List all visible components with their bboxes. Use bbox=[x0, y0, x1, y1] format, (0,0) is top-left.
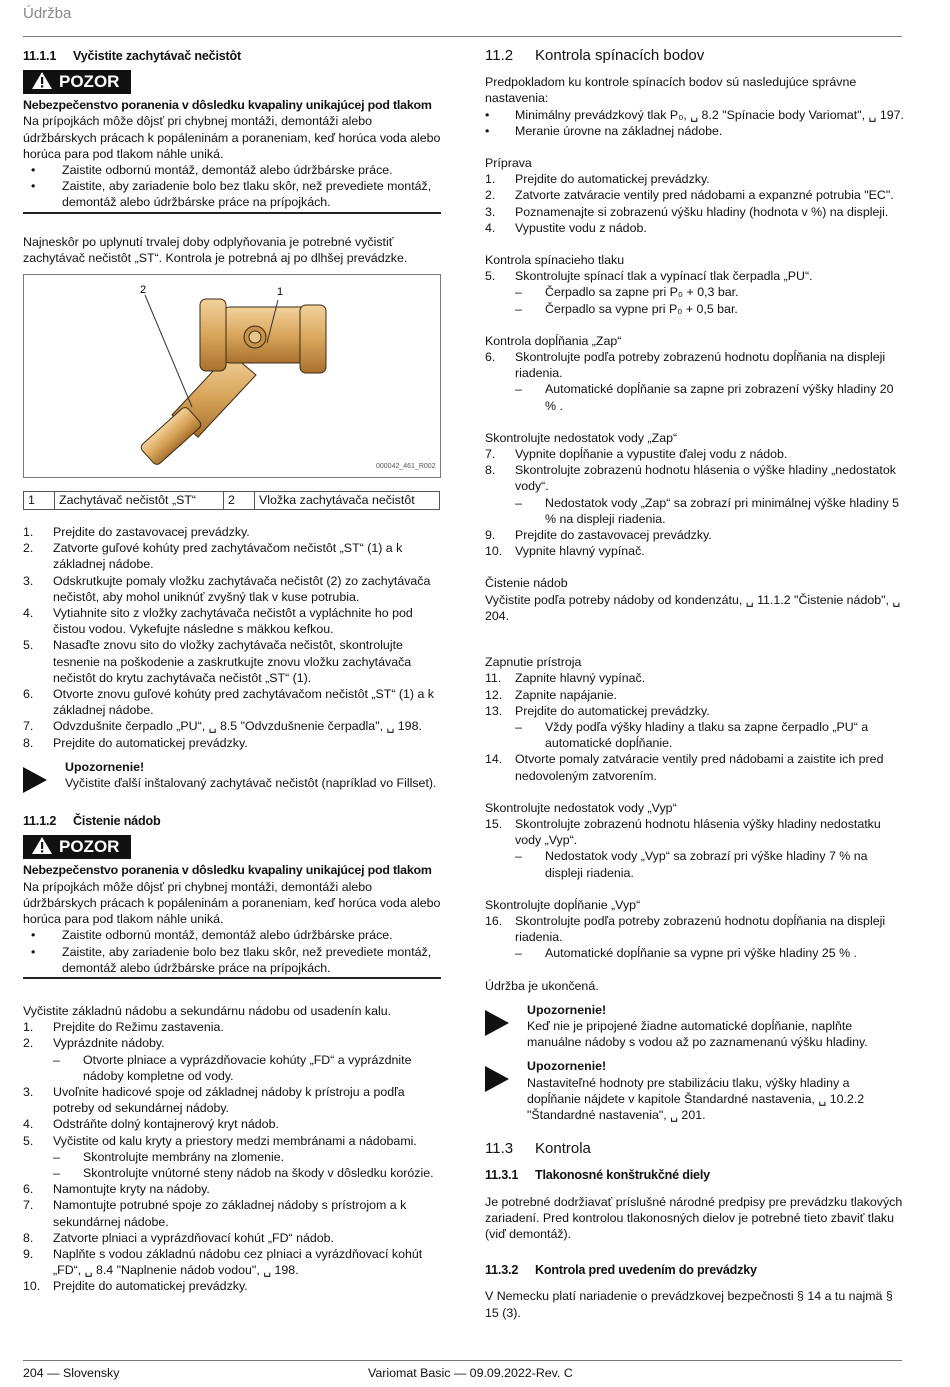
section-text: V Nemecku platí nariadenie o prevádzkovej bezpečnosti § 14 a tu najmä § 15 (3). bbox=[485, 1289, 893, 1320]
dash-marker: – bbox=[515, 495, 522, 510]
group-heading: Kontrola spínacieho tlaku bbox=[485, 253, 625, 268]
warning-bullet: • Zaistite odbornú montáž, demontáž alebo údržbárske práce. bbox=[31, 163, 393, 178]
warning-title: Nebezpečenstvo poranenia v dôsledku kvapaliny unikajúcej pod tlakom bbox=[23, 98, 432, 113]
list-item bbox=[23, 1230, 441, 1246]
list-text: Skontrolujte podľa potreby zobrazenú hodnotu dopĺňania na displeji riadenia. bbox=[515, 913, 886, 945]
dash-marker: – bbox=[53, 1165, 60, 1180]
sub-list-item bbox=[485, 719, 905, 751]
dirt-trap-figure bbox=[23, 274, 441, 478]
list-number: 4. bbox=[23, 1117, 34, 1132]
group-heading: Skontrolujte dopĺňanie „Vyp“ bbox=[485, 897, 641, 912]
dirt-trap-illustration bbox=[24, 275, 440, 475]
list-item bbox=[23, 1197, 441, 1229]
list-text: Uvoľnite hadicové spoje od základnej nádoby k prístroju a podľa potreby od sekundárnej nádoby. bbox=[53, 1084, 405, 1116]
list-text: Skontrolujte spínací tlak a vypínací tlak čerpadla „PU“. bbox=[515, 269, 813, 284]
list-number: 8. bbox=[485, 463, 496, 478]
footer-divider bbox=[23, 1360, 902, 1361]
list-item bbox=[485, 349, 905, 381]
list-number: 10. bbox=[485, 544, 503, 559]
note-text: Nastaviteľné hodnoty pre stabilizáciu tlaku, výšky hladiny a dopĺňanie nájdete v kapitole Štandardné nastavenia, ␣ 10.2.2 "Štandardné nastavenia", ␣ 201. bbox=[527, 1075, 865, 1122]
check-groups-2 bbox=[485, 638, 905, 961]
list-item: 8. Prejdite do automatickej prevádzky. bbox=[23, 735, 248, 750]
list-text: Zatvorte zatváracie ventily pred nádobami a expanzné potrubia "EC". bbox=[515, 188, 894, 203]
section-11-3-heading: 11.3 Kontrola bbox=[485, 1140, 591, 1158]
sub-list-text: Čerpadlo sa zapne pri P₀ + 0,3 bar. bbox=[545, 285, 739, 300]
list-item bbox=[485, 670, 905, 686]
section-11-3-2-heading: 11.3.2 Kontrola pred uvedením do prevádzky bbox=[485, 1263, 757, 1278]
list-item bbox=[23, 1019, 441, 1035]
list-text: Skontrolujte podľa potreby zobrazenú hodnotu dopĺňania na displeji riadenia. bbox=[515, 350, 886, 381]
list-text: Otvorte pomaly zatváracie ventily pred nádobami a zaistite ich pred nedovoleným zatvorením. bbox=[515, 752, 884, 783]
sub-list-item bbox=[23, 1165, 441, 1181]
sub-list-text: Automatické dopĺňanie sa vypne pri výške hladiny 25 % . bbox=[545, 946, 858, 961]
list-number: 16. bbox=[485, 913, 503, 928]
list-text: Skontrolujte zobrazenú hodnotu hlásenia o výške hladiny „nedostatok vody“. bbox=[515, 463, 896, 494]
cleaning-heading: Čistenie nádob bbox=[485, 576, 568, 591]
list-item: 1. Prejdite do zastavovacej prevádzky. bbox=[23, 525, 250, 540]
dash-marker: – bbox=[53, 1149, 60, 1164]
list-item bbox=[485, 703, 905, 719]
list-number: 14. bbox=[485, 752, 503, 767]
list-number: 10. bbox=[23, 1279, 41, 1294]
group-steps bbox=[485, 268, 905, 317]
warning-bullet: • Zaistite, aby zariadenie bolo bez tlaku skôr, než prevediete montáž, demontáž alebo údržbárske práce na prípojkách. bbox=[31, 944, 432, 975]
steps-list-1111 bbox=[23, 524, 441, 751]
figure-code: 000042_461_R002 bbox=[376, 463, 436, 471]
sub-list-item bbox=[23, 1149, 441, 1165]
warning-bullet: • Zaistite odbornú montáž, demontáž alebo údržbárske práce. bbox=[31, 928, 393, 943]
list-text: Zapnite napájanie. bbox=[515, 687, 617, 702]
spacer bbox=[485, 414, 905, 430]
dash-marker: – bbox=[515, 382, 522, 397]
list-item bbox=[485, 543, 905, 559]
sub-list-text: Automatické dopĺňanie sa zapne pri zobrazení výšky hladiny 20 % . bbox=[545, 382, 894, 413]
dash-marker: – bbox=[515, 301, 522, 316]
list-item bbox=[485, 187, 905, 203]
list-number: 15. bbox=[485, 816, 503, 831]
dash-marker: – bbox=[53, 1052, 60, 1067]
list-item bbox=[485, 687, 905, 703]
sub-list-text: Skontrolujte membrány na zlomenie. bbox=[83, 1149, 285, 1164]
list-item bbox=[23, 1084, 441, 1116]
left-column bbox=[23, 48, 441, 1295]
list-number: 5. bbox=[23, 1133, 34, 1148]
list-item bbox=[485, 268, 905, 284]
note-title: Upozornenie! bbox=[527, 1059, 607, 1074]
list-number: 1. bbox=[485, 172, 496, 187]
footer-page-language: 204 — Slovensky bbox=[23, 1366, 120, 1380]
dash-marker: – bbox=[515, 719, 522, 734]
list-text: Namontujte potrubné spoje zo základnej nádoby s prístrojom a k sekundárnej nádobe. bbox=[53, 1198, 407, 1229]
list-text: Zapnite hlavný vypínač. bbox=[515, 671, 646, 686]
list-item: 3. Odskrutkujte pomaly vložku zachytávača nečistôt (2) zo zachytávača nečistôt, aby mohol uniknúť zvyšný tlak v kuse potrubia. bbox=[23, 573, 431, 604]
list-number: 7. bbox=[485, 447, 496, 462]
right-column bbox=[485, 48, 905, 1321]
list-item bbox=[23, 1116, 441, 1132]
group-steps bbox=[485, 816, 905, 881]
sub-list-text: Skontrolujte vnútorné steny nádob na škody v dôsledku korózie. bbox=[83, 1165, 434, 1180]
list-item bbox=[485, 913, 905, 945]
note-title: Upozornenie! bbox=[527, 1002, 607, 1017]
list-item bbox=[23, 1181, 441, 1197]
note-right-1 bbox=[485, 1002, 905, 1051]
list-number: 3. bbox=[23, 1084, 34, 1099]
sub-list-text: Otvorte plniace a vyprázdňovacie kohúty „FD“ a vyprázdnite nádoby kompletne od vody. bbox=[83, 1052, 412, 1083]
list-number: 7. bbox=[23, 1198, 34, 1213]
steps-list-1112 bbox=[23, 1019, 441, 1294]
note-title: Upozornenie! bbox=[65, 759, 145, 774]
list-number: 2. bbox=[485, 188, 496, 203]
list-number: 9. bbox=[23, 1246, 34, 1261]
cleaning-text: Vyčistite podľa potreby nádoby od kondenzátu, ␣ 11.1.2 "Čistenie nádob", ␣ 204. bbox=[485, 592, 901, 623]
sub-list-item bbox=[485, 945, 905, 961]
list-text: Vyprázdnite nádoby. bbox=[53, 1036, 165, 1051]
list-item: 7. Odvzdušnite čerpadlo „PU“, ␣ 8.5 "Odvzdušnenie čerpadla", ␣ 198. bbox=[23, 719, 422, 734]
list-text: Prejdite do automatickej prevádzky. bbox=[515, 703, 710, 718]
section-intro: Predpokladom ku kontrole spínacích bodov sú nasledujúce správne nastavenia: bbox=[485, 75, 857, 106]
spacer bbox=[485, 881, 905, 897]
list-item bbox=[485, 204, 905, 220]
list-item bbox=[485, 220, 905, 236]
list-item bbox=[485, 816, 905, 848]
note-1111 bbox=[23, 759, 441, 791]
list-number: 13. bbox=[485, 703, 503, 718]
sub-list-text: Nedostatok vody „Zap“ sa zobrazí pri minimálnej výške hladiny 5 % na displeji riadenia. bbox=[545, 495, 899, 526]
list-text: Vypnite dopĺňanie a vypustite ďalej vodu z nádob. bbox=[515, 447, 788, 462]
list-number: 9. bbox=[485, 528, 496, 543]
figure-callout-2: 2 bbox=[140, 284, 147, 297]
list-item bbox=[485, 171, 905, 187]
list-item bbox=[485, 462, 905, 494]
list-number: 3. bbox=[485, 204, 496, 219]
list-number: 12. bbox=[485, 687, 503, 702]
list-text: Prejdite do automatickej prevádzky. bbox=[53, 1279, 248, 1294]
group-steps bbox=[485, 670, 905, 783]
section-intro: Vyčistite základnú nádobu a sekundárnu nádobu od usadenín kalu. bbox=[23, 1003, 392, 1018]
note-text: Keď nie je pripojené žiadne automatické dopĺňanie, naplňte manuálne nádoby s vodou až po zaznamenanú výšku hladiny. bbox=[527, 1018, 868, 1050]
list-number: 4. bbox=[485, 220, 496, 235]
note-play-icon bbox=[485, 1010, 509, 1036]
dash-marker: – bbox=[515, 849, 522, 864]
warning-bullet: • Zaistite, aby zariadenie bolo bez tlaku skôr, než prevediete montáž, demontáž alebo údržbárske práce na prípojkách. bbox=[31, 179, 432, 210]
list-text: Prejdite do zastavovacej prevádzky. bbox=[515, 528, 712, 543]
figure-legend-table bbox=[23, 491, 440, 510]
list-item bbox=[23, 1035, 441, 1051]
maintenance-done: Údržba je ukončená. bbox=[485, 978, 599, 993]
list-item: • Meranie úrovne na základnej nádobe. bbox=[485, 123, 723, 138]
figure-callout-1: 1 bbox=[277, 286, 284, 299]
group-steps bbox=[485, 446, 905, 559]
list-item: 4. Vytiahnite sito z vložky zachytávača nečistôt a vypláchnite ho pod čistou vodou. Vykefujte následne s mäkkou kefkou. bbox=[23, 606, 413, 637]
dash-marker: – bbox=[515, 285, 522, 300]
list-item: 2. Zatvorte guľové kohúty pred zachytávačom nečistôt „ST“ (1) a k základnej nádobe. bbox=[23, 541, 403, 572]
section-11-1-2-heading: 11.1.2 Čistenie nádob bbox=[23, 814, 161, 829]
list-item: 5. Nasaďte znovu sito do vložky zachytávača nečistôt, skontrolujte tesnenie na poškodenie a zaskrutkujte znovu vložku zachytávača nečistôt do krytu zachytávača nečistôt „ST“ (1). bbox=[23, 638, 412, 685]
sub-list-text: Vždy podľa výšky hladiny a tlaku sa zapne čerpadlo „PU“ a automatické dopĺňanie. bbox=[545, 719, 869, 751]
pozor-badge: POZOR bbox=[23, 835, 131, 859]
legend-number: 1 bbox=[24, 492, 55, 510]
sub-list-item bbox=[485, 495, 905, 527]
list-text: Vypustite vodu z nádob. bbox=[515, 220, 647, 235]
list-text: Zatvorte plniaci a vyprázdňovací kohút „FD“ nádob. bbox=[53, 1230, 334, 1245]
list-item bbox=[23, 1133, 441, 1149]
list-text: Skontrolujte zobrazenú hodnotu hlásenia výšky hladiny nedostatku vody „Vyp“. bbox=[515, 816, 881, 848]
list-item bbox=[485, 751, 905, 783]
note-play-icon bbox=[485, 1066, 509, 1092]
list-item bbox=[23, 1246, 441, 1278]
sub-list-item bbox=[23, 1052, 441, 1084]
check-groups-1 bbox=[485, 139, 905, 559]
section-11-2-heading: 11.2 Kontrola spínacích bodov bbox=[485, 47, 705, 64]
list-number: 6. bbox=[23, 1182, 34, 1197]
pozor-badge: POZOR bbox=[23, 70, 131, 94]
spacer bbox=[485, 638, 905, 654]
group-steps bbox=[485, 913, 905, 962]
warning-title: Nebezpečenstvo poranenia v dôsledku kvapaliny unikajúcej pod tlakom bbox=[23, 863, 432, 878]
sub-list-item bbox=[485, 381, 905, 413]
group-steps bbox=[485, 349, 905, 414]
warning-text: Na prípojkách môže dôjsť pri chybnej montáži, demontáži alebo údržbárskych prácach k popáleninám a poraneniam, keď horúca voda alebo horúca para pod tlakom náhle uniká. bbox=[23, 114, 441, 161]
dash-marker: – bbox=[515, 946, 522, 961]
list-text: Namontujte kryty na nádoby. bbox=[53, 1182, 210, 1197]
spacer bbox=[485, 236, 905, 252]
list-number: 11. bbox=[485, 671, 502, 686]
list-item bbox=[23, 1278, 441, 1294]
section-11-3-1-heading: 11.3.1 Tlakonosné konštrukčné diely bbox=[485, 1168, 710, 1183]
list-text: Vyčistite od kalu kryty a priestory medzi membránami a nádobami. bbox=[53, 1133, 417, 1148]
list-text: Prejdite do Režimu zastavenia. bbox=[53, 1020, 224, 1035]
warning-box-1 bbox=[23, 64, 441, 213]
sub-list-text: Čerpadlo sa vypne pri P₀ + 0,5 bar. bbox=[545, 301, 738, 316]
list-item bbox=[485, 527, 905, 543]
page-header-title: Údržba bbox=[23, 5, 72, 22]
group-heading: Zapnutie prístroja bbox=[485, 655, 582, 670]
sub-list-text: Nedostatok vody „Vyp“ sa zobrazí pri výške hladiny 7 % na displeji riadenia. bbox=[545, 849, 868, 880]
list-text: Naplňte s vodou základnú nádobu cez plniaci a vyrázdňovací kohút „FD“, ␣ 8.4 "Naplnenie nádob vodou", ␣ 198. bbox=[53, 1246, 423, 1278]
list-text: Odstráňte dolný kontajnerový kryt nádob. bbox=[53, 1117, 279, 1132]
list-item: 6. Otvorte znovu guľové kohúty pred zachytávačom nečistôt „ST“ (1) a k základnej nádobe. bbox=[23, 687, 435, 718]
group-heading: Skontrolujte nedostatok vody „Vyp“ bbox=[485, 800, 677, 815]
sub-list-item bbox=[485, 301, 905, 317]
legend-text: Vložka zachytávača nečistôt bbox=[255, 492, 440, 510]
group-heading: Kontrola dopĺňania „Zap“ bbox=[485, 333, 622, 348]
header-divider bbox=[23, 36, 902, 37]
list-text: Vypnite hlavný vypínač. bbox=[515, 544, 645, 559]
section-intro: Najneskôr po uplynutí trvalej doby odplyňovania je potrebné vyčistiť zachytávač nečistôt „ST“. Kontrola je potrebná aj po dlhšej prevádzke. bbox=[23, 234, 408, 265]
warning-triangle-icon bbox=[31, 71, 53, 90]
footer-document-revision: Variomat Basic — 09.09.2022-Rev. C bbox=[368, 1366, 573, 1380]
list-item: • Minimálny prevádzkový tlak P₀, ␣ 8.2 "Spínacie body Variomat", ␣ 197. bbox=[485, 107, 904, 122]
sub-list-item bbox=[485, 284, 905, 300]
list-number: 5. bbox=[485, 269, 496, 284]
note-text: Vyčistite ďalší inštalovaný zachytávač nečistôt (napríklad vo Fillset). bbox=[65, 776, 437, 791]
group-steps bbox=[485, 171, 905, 236]
list-text: Prejdite do automatickej prevádzky. bbox=[515, 172, 710, 187]
list-text: Poznamenajte si zobrazenú výšku hladiny (hodnota v %) na displeji. bbox=[515, 204, 889, 219]
list-item bbox=[485, 446, 905, 462]
sub-list-item bbox=[485, 848, 905, 880]
section-11-1-1-heading: 11.1.1 Vyčistite zachytávač nečistôt bbox=[23, 49, 242, 63]
legend-number: 2 bbox=[224, 492, 255, 510]
warning-text: Na prípojkách môže dôjsť pri chybnej montáži, demontáži alebo údržbárskych prácach k popáleninám a poraneniam, keď horúca voda alebo horúca para pod tlakom náhle uniká. bbox=[23, 879, 441, 927]
warning-triangle-icon bbox=[31, 836, 53, 855]
list-number: 6. bbox=[485, 350, 496, 365]
group-heading: Príprava bbox=[485, 156, 532, 171]
list-number: 8. bbox=[23, 1230, 34, 1245]
note-right-2 bbox=[485, 1058, 905, 1123]
warning-box-2 bbox=[23, 829, 441, 978]
list-number: 2. bbox=[23, 1036, 34, 1051]
legend-text: Zachytávač nečistôt „ST“ bbox=[55, 492, 224, 510]
section-text: Je potrebné dodržiavať príslušné národné predpisy pre prevádzku tlakových zariadení. Pred kontrolou tlakonosných dielov je potrebné tieto zbaviť tlaku (viď demontáž). bbox=[485, 1194, 903, 1241]
spacer bbox=[485, 784, 905, 800]
spacer bbox=[485, 139, 905, 155]
group-heading: Skontrolujte nedostatok vody „Zap“ bbox=[485, 430, 678, 445]
list-number: 1. bbox=[23, 1020, 34, 1035]
spacer bbox=[485, 317, 905, 333]
note-play-icon bbox=[23, 767, 47, 793]
